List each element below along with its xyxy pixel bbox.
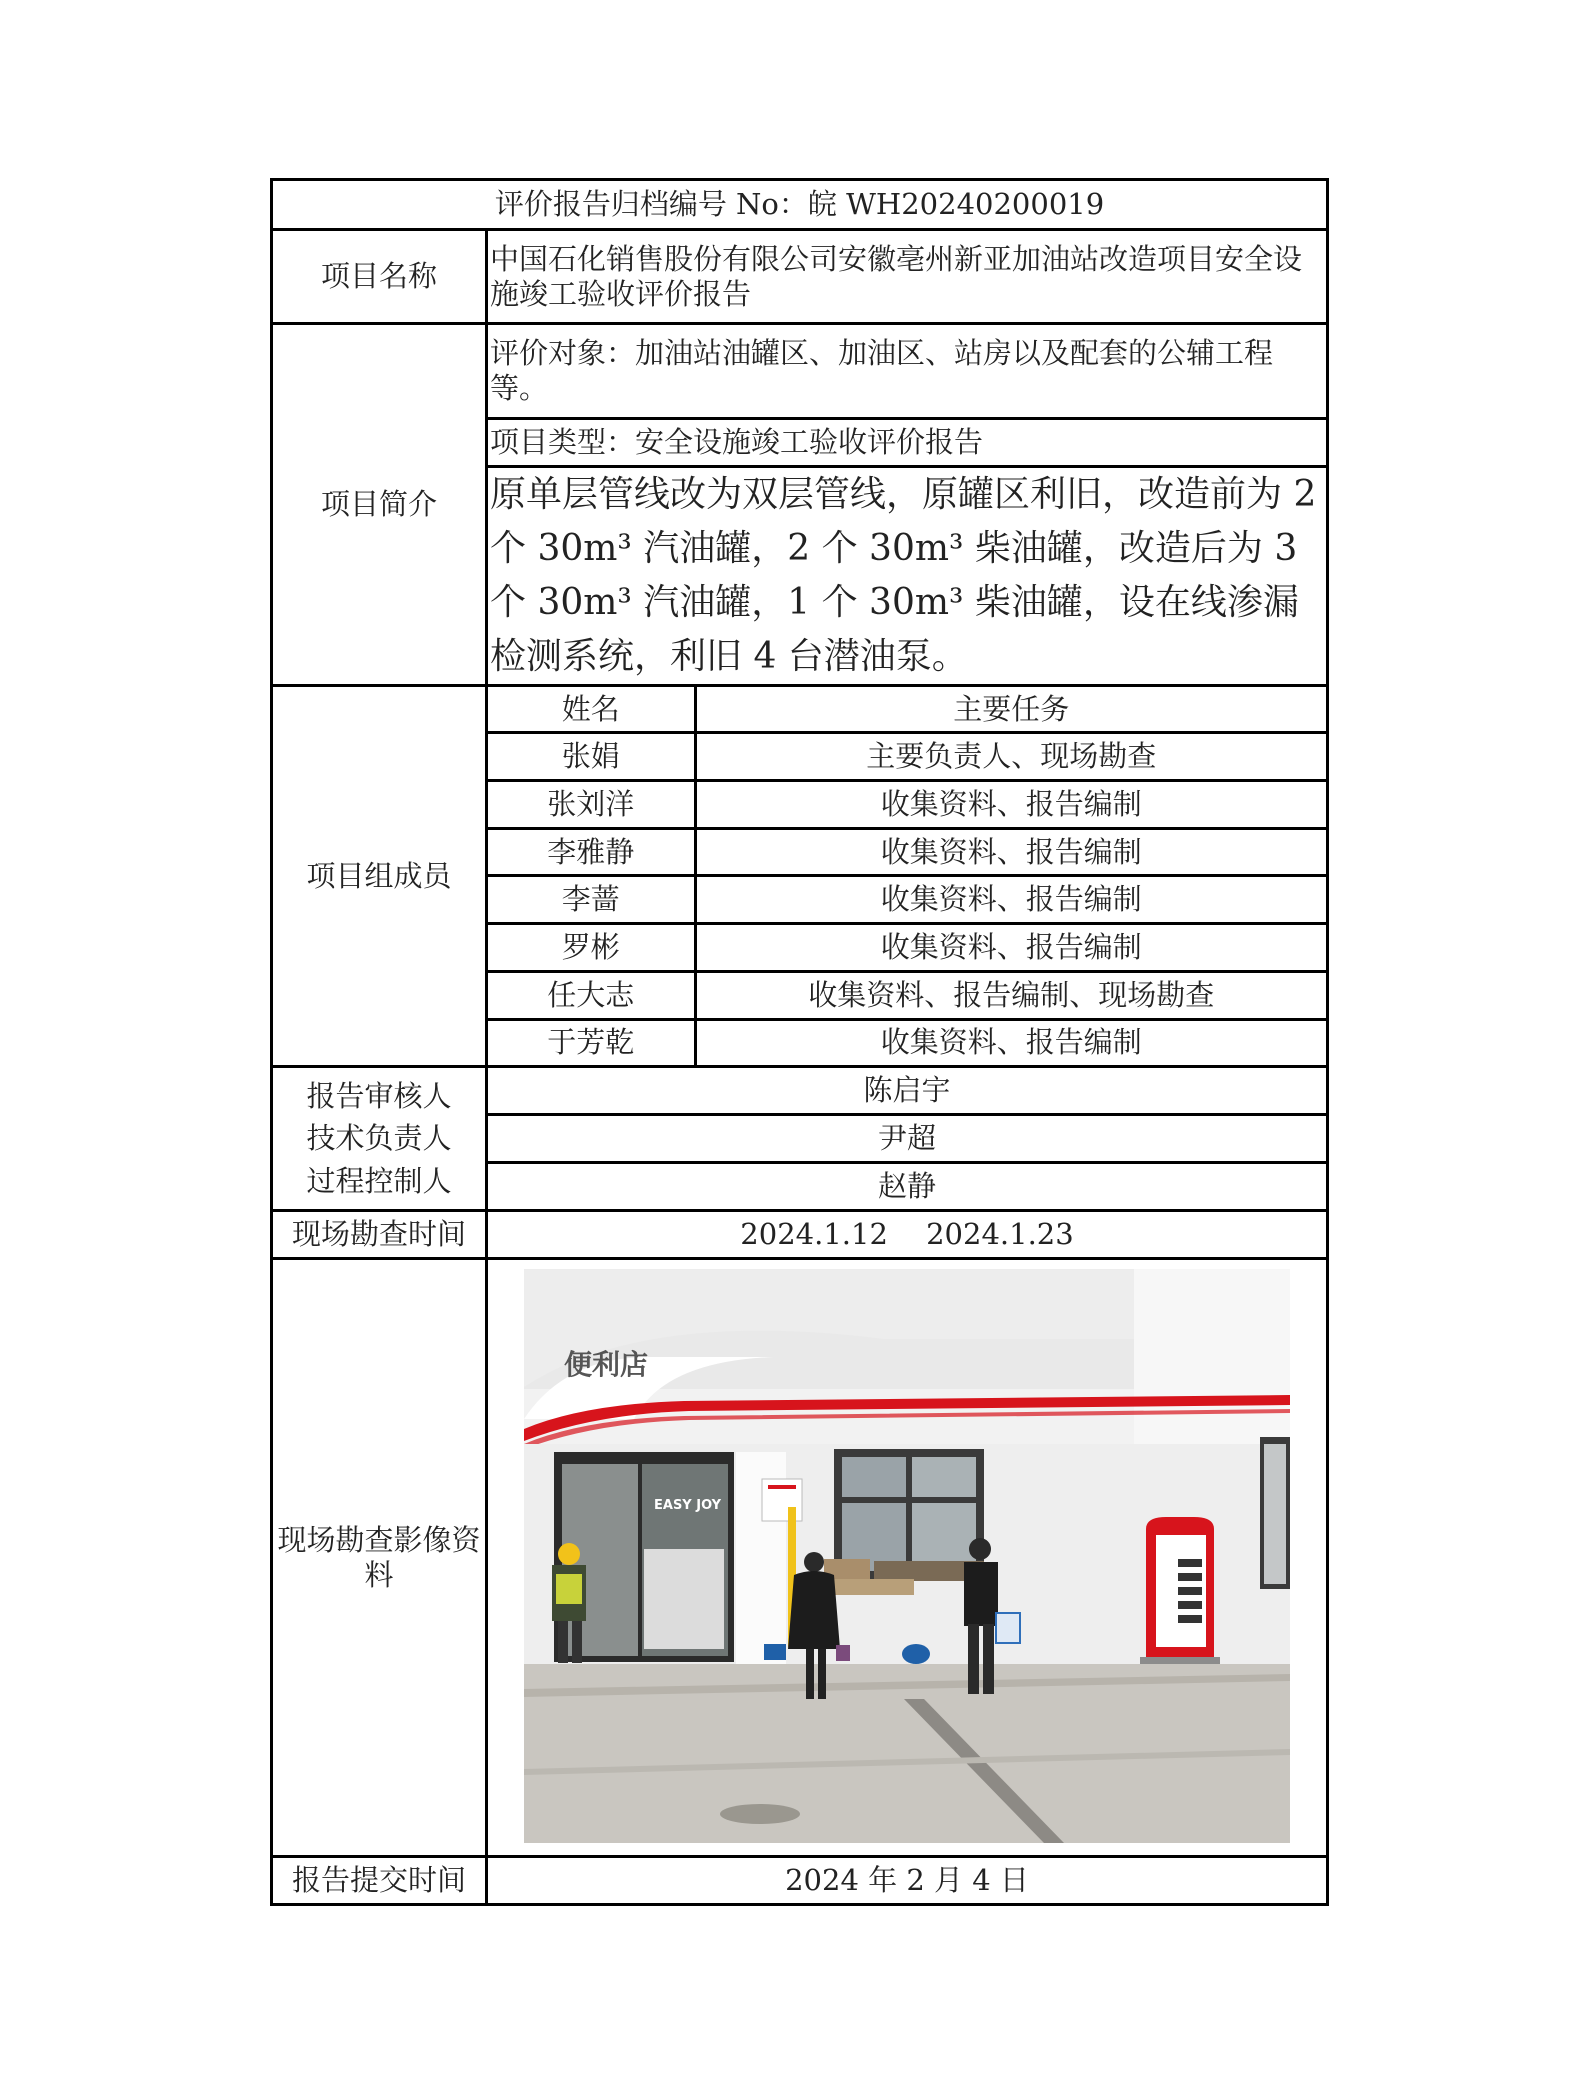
- member-name: 罗彬: [488, 924, 695, 972]
- table-row: [488, 1019, 1326, 1065]
- process-controller-value: 赵静: [487, 1163, 1328, 1211]
- report-info-table: [270, 178, 1329, 1906]
- project-description: 原单层管线改为双层管线，原罐区利旧，改造前为 2 个 30m³ 汽油罐，2 个 30m³ 柴油罐，改造后为 3 个 30m³ 汽油罐，1 个 30m³ 柴油罐，设在线渗漏检测系统，利旧 4 台潜油泵。: [487, 467, 1328, 686]
- members-cell: [487, 686, 1328, 1067]
- members-header-task: 主要任务: [695, 687, 1326, 733]
- site-photo: [524, 1269, 1290, 1843]
- store-sign: 便利店: [564, 1347, 649, 1381]
- members-header-name: 姓名: [488, 687, 695, 733]
- survey-time-label: 现场勘查时间: [272, 1211, 487, 1259]
- member-task: 收集资料、报告编制: [695, 924, 1326, 972]
- members-label: 项目组成员: [272, 686, 487, 1067]
- project-type: 项目类型：安全设施竣工验收评价报告: [487, 419, 1328, 467]
- submit-date: 2024 年 2 月 4 日: [487, 1857, 1328, 1905]
- archive-number: 评价报告归档编号 No：皖 WH20240200019: [272, 180, 1328, 230]
- table-row: [488, 781, 1326, 829]
- role-label: 报告审核人: [306, 1079, 452, 1114]
- project-name: 中国石化销售股份有限公司安徽亳州新亚加油站改造项目安全设施竣工验收评价报告: [487, 230, 1328, 324]
- role-label: 技术负责人: [306, 1121, 452, 1156]
- reviewer-value: 陈启宇: [487, 1067, 1328, 1115]
- photo-cell: [487, 1259, 1328, 1857]
- tech-lead-value: 尹超: [487, 1115, 1328, 1163]
- role-label: 过程控制人: [306, 1163, 452, 1198]
- table-row: [488, 876, 1326, 924]
- members-table: [488, 687, 1326, 1065]
- intro-label: 项目简介: [272, 324, 487, 686]
- member-name: 张娟: [488, 733, 695, 781]
- member-name: 任大志: [488, 971, 695, 1019]
- member-task: 收集资料、报告编制: [695, 876, 1326, 924]
- member-name: 李蔷: [488, 876, 695, 924]
- member-task: 收集资料、报告编制: [695, 781, 1326, 829]
- member-name: 张刘洋: [488, 781, 695, 829]
- table-row: [488, 971, 1326, 1019]
- member-name: 李雅静: [488, 828, 695, 876]
- roles-label-cell: [272, 1067, 487, 1211]
- eval-object: 评价对象：加油站油罐区、加油区、站房以及配套的公辅工程等。: [487, 324, 1328, 419]
- member-name: 于芳乾: [488, 1019, 695, 1065]
- survey-time: 2024.1.12 2024.1.23: [487, 1211, 1328, 1259]
- photo-label: 现场勘查影像资料: [272, 1259, 487, 1857]
- member-task: 收集资料、报告编制: [880, 1025, 1142, 1060]
- project-name-label: 项目名称: [272, 230, 487, 324]
- member-task: 收集资料、报告编制、现场勘查: [695, 971, 1326, 1019]
- member-task: 收集资料、报告编制: [695, 828, 1326, 876]
- member-task: 主要负责人、现场勘查: [695, 733, 1326, 781]
- submit-time-label: 报告提交时间: [272, 1857, 487, 1905]
- site-photo-illustration: [524, 1269, 1290, 1843]
- table-row: [488, 924, 1326, 972]
- table-row: [488, 733, 1326, 781]
- table-row: [488, 828, 1326, 876]
- brand-sign: EASY JOY: [654, 1497, 722, 1513]
